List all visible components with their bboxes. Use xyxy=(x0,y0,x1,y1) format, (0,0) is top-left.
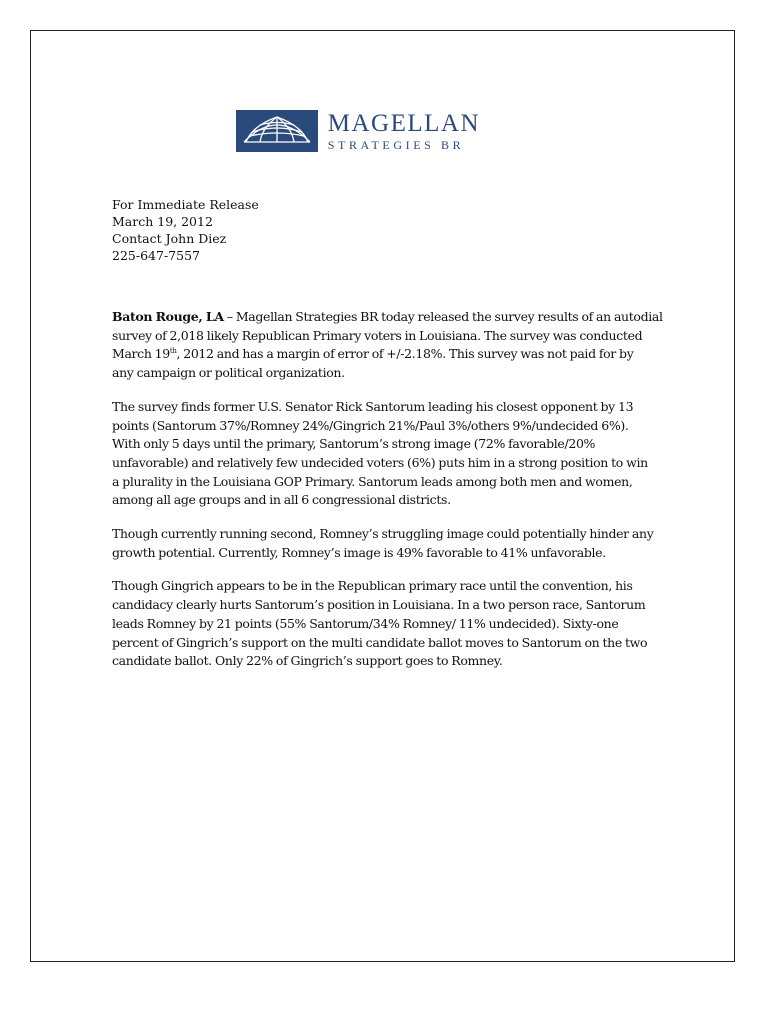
paragraph-4: Though Gingrich appears to be in the Republican primary race until the convention, his candidacy clearly hurts Santorum’s position in Louisiana. In a two person race, Santorum leads Romney by 21 points (55% Santorum/34% Romney/ 11% undecided). Sixty-one percent of Gingrich’s support on the multi candidate ballot moves to Santorum on the two candidate ballot. Only 22% of Gingrich’s support goes to Romney. xyxy=(112,578,648,669)
press-release-body xyxy=(112,308,663,686)
release-status: For Immediate Release xyxy=(112,197,259,212)
release-phone: 225-647-7557 xyxy=(112,248,200,263)
paragraph-3: Though currently running second, Romney’s struggling image could potentially hinder any growth potential. Currently, Romney’s image is 49% favorable to 41% unfavorable. xyxy=(112,526,654,560)
paragraph-1: Baton Rouge, LA – Magellan Strategies BR today released the survey results of an autodial survey of 2,018 likely Republican Primary voters in Louisiana. The survey was conducted March 19th, 2012 and has a margin of error of +/-2.18%. This survey was not paid for by any campaign or political organization. xyxy=(112,309,663,381)
release-date: March 19, 2012 xyxy=(112,214,213,229)
dateline: Baton Rouge, LA xyxy=(112,309,224,324)
release-contact: Contact John Diez xyxy=(112,231,227,246)
logo-subtitle: STRATEGIES BR xyxy=(327,137,465,152)
company-logo xyxy=(236,110,480,152)
logo-name: MAGELLAN xyxy=(327,109,480,137)
paragraph-2: The survey finds former U.S. Senator Rick Santorum leading his closest opponent by 13 points (Santorum 37%/Romney 24%/Gingrich 21%/Paul 3%/others 9%/undecided 6%). With only 5 days until the primary, Santorum’s strong image (72% favorable/20% unfavorable) and relatively few undecided voters (6%) puts him in a strong position to win a plurality in the Louisiana GOP Primary. Santorum leads among both men and women, among all age groups and in all 6 congressional districts. xyxy=(112,398,648,508)
globe-icon xyxy=(236,110,318,152)
release-info xyxy=(112,196,259,264)
